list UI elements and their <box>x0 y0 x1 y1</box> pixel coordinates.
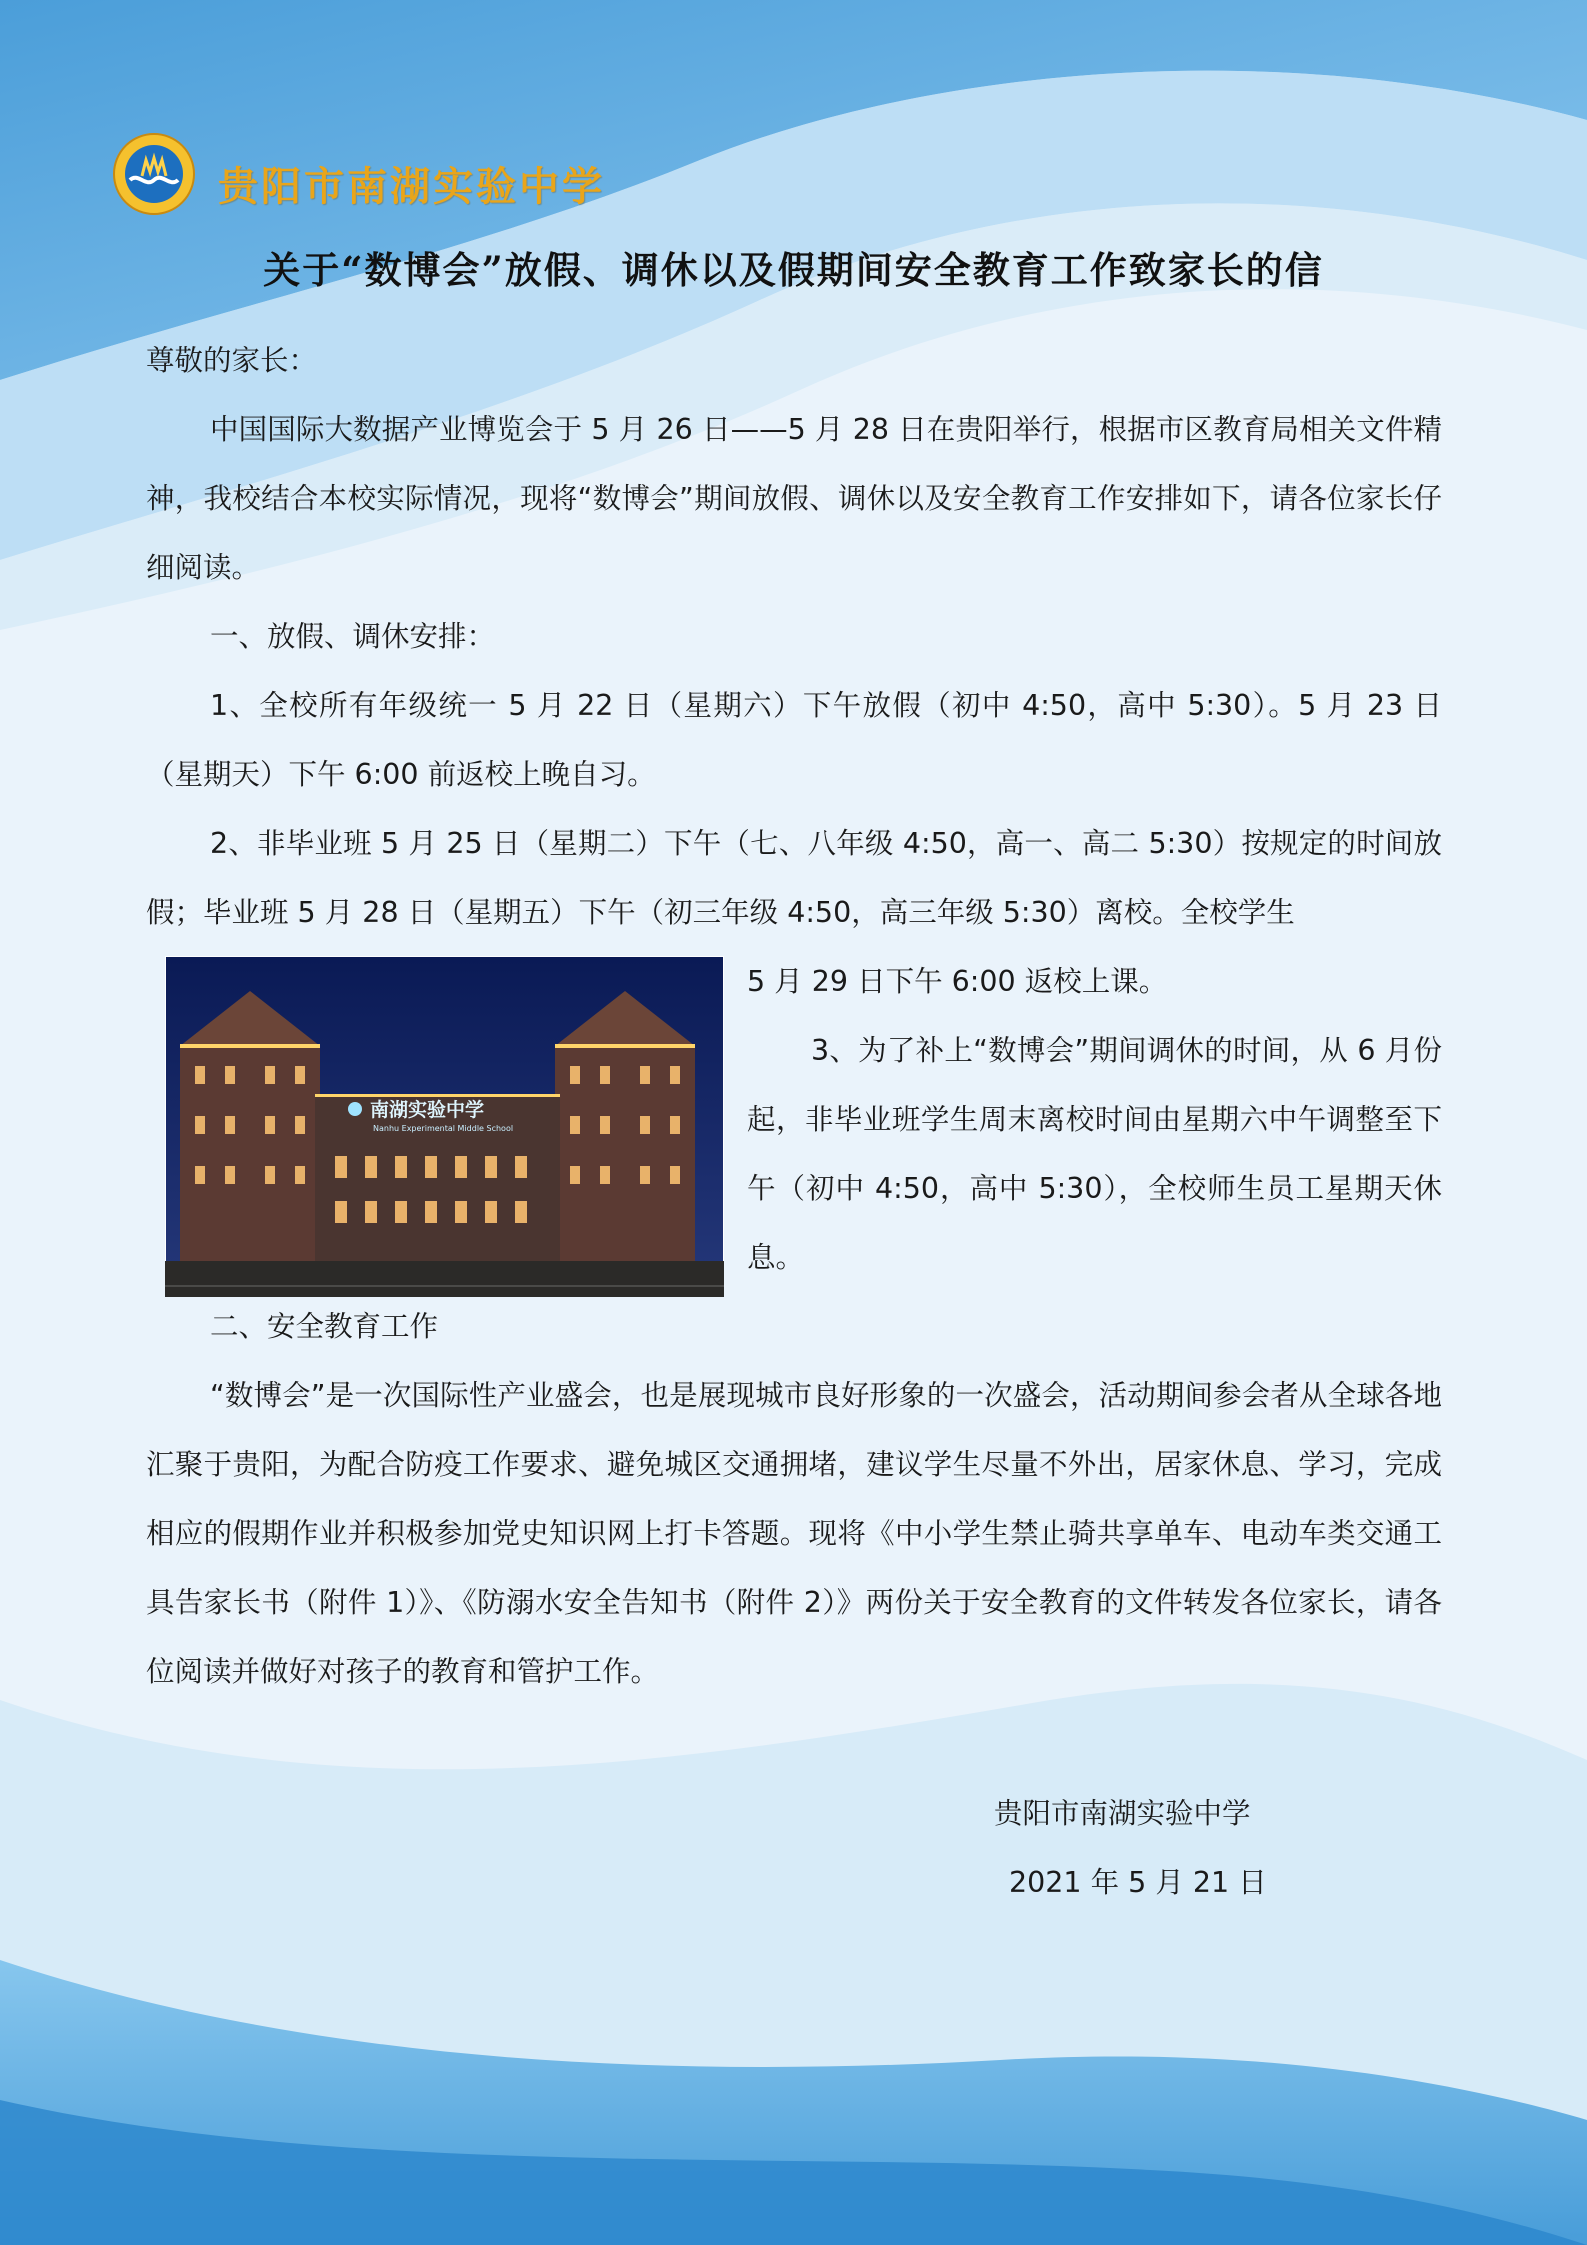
letter-title: 关于“数博会”放假、调休以及假期间安全教育工作致家长的信 <box>263 248 1324 292</box>
item3-paragraph: 3、为了补上“数博会”期间调休的时间，从 6 月份起，非毕业班学生周末离校时间由星期六中午调整至下午（初中 4:50，高中 5:30），全校师生员工星期天休息。 <box>747 1034 1442 1274</box>
item2-continuation: 5 月 29 日下午 6:00 返校上课。 <box>747 965 1168 998</box>
photo-sign-subtext: Nanhu Experimental Middle School <box>373 1124 514 1133</box>
school-emblem-icon <box>112 132 196 216</box>
item2-paragraph: 2、非毕业班 5 月 25 日（星期二）下午（七、八年级 4:50，高一、高二 5:30）按规定的时间放假；毕业班 5 月 28 日（星期五）下午（初三年级 4:50，高三年级 5:30）离校。全校学生 <box>146 827 1442 929</box>
school-name-header: 贵阳市南湖实验中学 <box>218 163 605 210</box>
item1-paragraph: 1、全校所有年级统一 5 月 22 日（星期六）下午放假（初中 4:50，高中 5:30）。5 月 23 日（星期天）下午 6:00 前返校上晚自习。 <box>146 689 1442 791</box>
photo-sign-text: 南湖实验中学 <box>370 1099 485 1121</box>
signature-date: 2021 年 5 月 21 日 <box>1009 1866 1267 1899</box>
salutation: 尊敬的家长： <box>146 344 318 377</box>
section2-heading: 二、安全教育工作 <box>210 1310 439 1343</box>
intro-paragraph: 中国国际大数据产业博览会于 5 月 26 日——5 月 28 日在贵阳举行，根据市区教育局相关文件精神，我校结合本校实际情况，现将“数博会”期间放假、调休以及安全教育工作安排如下，请各位家长仔细阅读。 <box>146 413 1442 584</box>
section2-paragraph: “数博会”是一次国际性产业盛会，也是展现城市良好形象的一次盛会，活动期间参会者从全球各地汇聚于贵阳，为配合防疫工作要求、避免城区交通拥堵，建议学生尽量不外出，居家休息、学习，完成相应的假期作业并积极参加党史知识网上打卡答题。现将《中小学生禁止骑共享单车、电动车类交通工具告家长书（附件 1）》、《防溺水安全告知书（附件 2）》两份关于安全教育的文件转发各位家长，请各位阅读并做好对孩子的教育和管护工作。 <box>146 1379 1442 1688</box>
school-building-photo <box>165 956 724 1297</box>
signature-school: 贵阳市南湖实验中学 <box>994 1797 1251 1830</box>
section1-heading: 一、放假、调休安排： <box>210 620 496 653</box>
